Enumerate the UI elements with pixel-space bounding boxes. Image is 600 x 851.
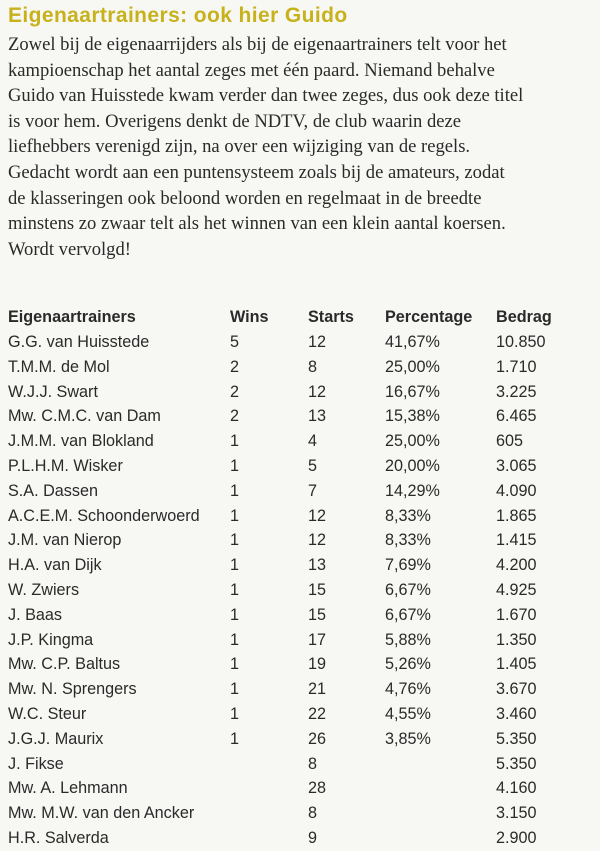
cell-amount: 3.065 [496,456,537,475]
cell-amount: 1.865 [496,506,537,525]
cell-name: H.A. van Dijk [8,556,102,575]
cell-wins: 1 [230,481,240,500]
cell-amount: 4.200 [496,556,537,575]
cell-starts: 9 [308,828,318,847]
cell-wins: 1 [230,729,240,748]
header-wins: Wins [230,308,269,326]
cell-percentage: 7,69% [385,556,431,575]
intro-line: is voor hem. Overigens denkt de NDTV, de club waarin deze [8,110,462,132]
cell-amount: 605 [496,432,524,451]
table-row [8,528,596,553]
cell-starts: 7 [308,481,318,500]
table-row [8,727,596,752]
header-percentage: Percentage [385,308,473,326]
cell-starts: 12 [308,382,327,401]
cell-amount: 1.710 [496,357,537,376]
cell-amount: 6.465 [496,407,537,426]
intro-line: liefhebbers verenigd zijn, na over een wijziging van de regels. [8,136,471,158]
cell-name: Mw. C.P. Baltus [8,655,121,674]
intro-line: Gedacht wordt aan een puntensysteem zoals bij de amateurs, zodat [8,161,505,183]
cell-wins: 1 [230,456,240,475]
cell-name: Mw. A. Lehmann [8,779,128,798]
cell-starts: 28 [308,779,327,798]
cell-name: J.P. Kingma [8,630,94,649]
cell-name: W. Zwiers [8,580,80,599]
cell-amount: 2.900 [496,828,537,847]
cell-name: Mw. M.W. van den Ancker [8,804,195,823]
cell-name: J.M. van Nierop [8,531,122,550]
table-row [8,826,596,851]
table-header [8,304,596,330]
cell-wins: 1 [230,580,240,599]
cell-name: J.G.J. Maurix [8,729,104,748]
cell-name: W.C. Steur [8,704,87,723]
cell-name: P.L.H.M. Wisker [8,456,123,475]
header-amount: Bedrag [496,308,552,326]
cell-starts: 17 [308,630,327,649]
cell-amount: 3.670 [496,680,537,699]
cell-name: Mw. C.M.C. van Dam [8,407,161,426]
cell-starts: 13 [308,407,327,426]
cell-starts: 12 [308,531,327,550]
cell-percentage: 14,29% [385,481,440,500]
cell-starts: 8 [308,357,318,376]
table-row [8,776,596,801]
cell-starts: 26 [308,729,327,748]
cell-percentage: 20,00% [385,456,440,475]
cell-amount: 4.925 [496,580,537,599]
cell-starts: 19 [308,655,327,674]
table-row [8,677,596,702]
cell-wins: 1 [230,531,240,550]
cell-percentage: 25,00% [385,357,440,376]
cell-wins: 1 [230,704,240,723]
cell-starts: 15 [308,580,327,599]
cell-starts: 5 [308,456,318,475]
cell-starts: 15 [308,605,327,624]
cell-wins: 1 [230,432,240,451]
cell-percentage: 3,85% [385,729,431,748]
intro-line: Wordt vervolgd! [8,238,131,260]
cell-starts: 21 [308,680,327,699]
cell-wins: 1 [230,655,240,674]
cell-starts: 22 [308,704,327,723]
cell-percentage: 4,55% [385,704,431,723]
table-row [8,355,596,380]
cell-starts: 13 [308,556,327,575]
cell-name: H.R. Salverda [8,828,109,847]
cell-percentage: 6,67% [385,605,431,624]
cell-starts: 8 [308,804,318,823]
table-row [8,429,596,454]
cell-name: G.G. van Huisstede [8,333,150,351]
cell-amount: 5.350 [496,754,537,773]
table-row [8,628,596,653]
cell-percentage: 8,33% [385,506,431,525]
cell-percentage: 5,88% [385,630,431,649]
cell-amount: 1.405 [496,655,537,674]
table-row [8,479,596,504]
cell-percentage: 16,67% [385,382,440,401]
cell-name: T.M.M. de Mol [8,357,110,376]
cell-amount: 4.160 [496,779,537,798]
cell-starts: 12 [308,506,327,525]
cell-wins: 1 [230,506,240,525]
cell-name: J.M.M. van Blokland [8,432,154,451]
table-row [8,504,596,529]
cell-wins: 2 [230,407,240,426]
cell-starts: 12 [308,333,327,351]
table-row [8,330,596,355]
cell-name: Mw. N. Sprengers [8,680,137,699]
cell-percentage: 4,76% [385,680,431,699]
cell-amount: 3.225 [496,382,537,401]
table-row [8,578,596,603]
cell-wins: 2 [230,382,240,401]
intro-line: minstens zo zwaar telt als het winnen van een klein aantal koersen. [8,213,506,235]
cell-percentage: 25,00% [385,432,440,451]
table-row [8,454,596,479]
cell-name: J. Baas [8,605,62,624]
intro-paragraph [8,32,594,262]
cell-name: W.J.J. Swart [8,382,98,401]
table-row [8,603,596,628]
cell-amount: 3.460 [496,704,537,723]
section-heading: Eigenaartrainers: ook hier Guido [8,4,348,27]
cell-percentage: 6,67% [385,580,431,599]
intro-line: kampioenschap het aantal zeges met één paard. Niemand behalve [8,59,495,81]
cell-wins: 5 [230,333,240,351]
cell-wins: 1 [230,605,240,624]
trainers-table [8,304,596,851]
cell-amount: 10.850 [496,333,546,351]
cell-name: S.A. Dassen [8,481,98,500]
cell-wins: 2 [230,357,240,376]
cell-amount: 5.350 [496,729,537,748]
cell-amount: 1.670 [496,605,537,624]
cell-starts: 4 [308,432,318,451]
cell-percentage: 5,26% [385,655,431,674]
cell-wins: 1 [230,630,240,649]
header-starts: Starts [308,308,354,326]
intro-line: Guido van Huisstede kwam verder dan twee zeges, dus ook deze titel [8,85,524,107]
table-row [8,652,596,677]
table-row [8,380,596,405]
cell-percentage: 41,67% [385,333,440,351]
cell-name: A.C.E.M. Schoonderwoerd [8,506,200,525]
cell-name: J. Fikse [8,754,64,773]
table-row [8,702,596,727]
table-row [8,404,596,429]
cell-wins: 1 [230,556,240,575]
cell-wins: 1 [230,680,240,699]
cell-amount: 1.415 [496,531,537,550]
header-name: Eigenaartrainers [8,308,136,326]
table-row [8,553,596,578]
cell-starts: 8 [308,754,318,773]
cell-percentage: 15,38% [385,407,440,426]
table-body [8,330,596,851]
cell-amount: 1.350 [496,630,537,649]
table-row [8,752,596,777]
cell-amount: 3.150 [496,804,537,823]
intro-line: Zowel bij de eigenaarrijders als bij de eigenaartrainers telt voor het [8,34,507,55]
cell-percentage: 8,33% [385,531,431,550]
table-row [8,801,596,826]
intro-line: de klasseringen ook beloond worden en regelmaat in de breedte [8,187,482,209]
cell-amount: 4.090 [496,481,537,500]
